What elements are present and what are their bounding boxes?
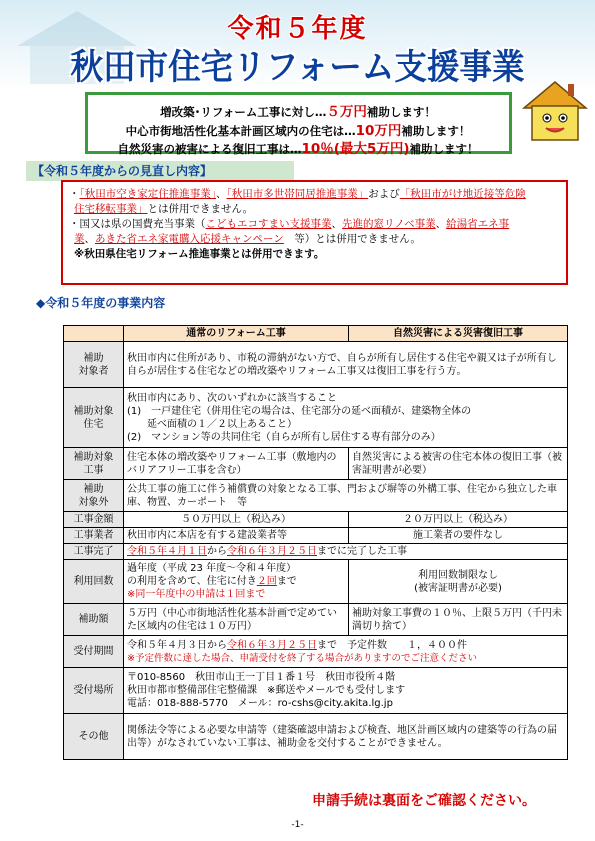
row-label-period: 受付期間 bbox=[64, 636, 124, 668]
table-row bbox=[64, 668, 568, 714]
contractor-disaster: 施工業者の要件なし bbox=[349, 528, 568, 544]
table-row bbox=[64, 512, 568, 528]
table-row bbox=[64, 342, 568, 388]
office-line-1: 〒010-8560 秋田市山王一丁目１番１号 秋田市役所４階 bbox=[127, 672, 396, 683]
link-kodomo-eco[interactable]: こどもエコすまい支援事業 bbox=[205, 218, 332, 230]
table-row bbox=[64, 714, 568, 760]
table-row bbox=[64, 636, 568, 668]
amount-disaster: ２０万円以上（税込み） bbox=[349, 512, 568, 528]
details-heading: ◆令和５年度の事業内容 bbox=[36, 296, 166, 310]
row-label-completion: 工事完了 bbox=[64, 544, 124, 560]
contractor-normal: 秋田市内に本店を有する建設業者等 bbox=[124, 528, 349, 544]
table-row bbox=[64, 544, 568, 560]
page-title: 秋田市住宅リフォーム支援事業 bbox=[70, 48, 525, 88]
changes-box bbox=[61, 180, 568, 285]
link-cliff-relocation-program[interactable]: 「秋田市がけ地近接等危険 bbox=[399, 188, 526, 200]
row-label-excluded: 補助 対象外 bbox=[64, 480, 124, 512]
row-label-housing: 補助対象 住宅 bbox=[64, 388, 124, 448]
row-label-usage: 利用回数 bbox=[64, 560, 124, 604]
changes-bullet-1: ・「秋田市空き家定住推進事業」、「秋田市多世帯同居推進事業」および「秋田市がけ地近接等危険 bbox=[69, 188, 526, 200]
table-corner bbox=[64, 326, 124, 342]
office-text bbox=[124, 668, 568, 714]
table-row bbox=[64, 448, 568, 480]
table-row bbox=[64, 388, 568, 448]
col-disaster-header: 自然災害による災害復旧工事 bbox=[349, 326, 568, 342]
link-water-heater[interactable]: 給湯省エネ事 bbox=[446, 218, 510, 230]
table-row bbox=[64, 560, 568, 604]
row-label-work: 補助対象 工事 bbox=[64, 448, 124, 480]
link-water-heater-2[interactable]: 業 bbox=[74, 233, 85, 245]
table-row bbox=[64, 480, 568, 512]
period-line-1: 令和５年４月３日から令和６年３月２５日まで 予定件数 １，４００件 bbox=[127, 639, 467, 651]
usage-normal-line-1: 過年度（平成 23 年度〜令和４年度） bbox=[127, 563, 297, 574]
work-normal: 住宅本体の増改築やリフォーム工事（敷地内のバリアフリー工事を含む） bbox=[124, 448, 349, 480]
table-header-row bbox=[64, 326, 568, 342]
summary-box bbox=[85, 92, 512, 157]
col-normal-header: 通常のリフォーム工事 bbox=[124, 326, 349, 342]
housing-line-2: (1) 一戸建住宅（併用住宅の場合は、住宅部分の延べ面積が、建築物全体の bbox=[127, 405, 472, 417]
office-line-2: 秋田市都市整備部住宅整備課 ※郵送やメールでも受付します bbox=[127, 685, 406, 696]
summary-line-2: 中心市街地活性化基本計画区域内の住宅は…10万円補助します！ bbox=[125, 123, 471, 139]
row-label-office: 受付場所 bbox=[64, 668, 124, 714]
subsidy-disaster: 補助対象工事費の１０％、上限５万円（千円未満切り捨て） bbox=[349, 604, 568, 636]
other-text: 関係法令等による必要な申請等（建築確認申請および検査、地区計画区域内の建築等の行為の届出等）がなされていない工事は、補助金を交付することができません。 bbox=[124, 714, 568, 760]
excluded-text: 公共工事の施工に伴う補償費の対象となる工事、門および塀等の外構工事、住宅から独立した車庫、物置、カーポート 等 bbox=[124, 480, 568, 512]
house-mascot-icon bbox=[520, 78, 590, 146]
target-text: 秋田市内に住所があり、市税の滞納がない方で、自らが所有し居住する住宅や親又は子が所有し自らが居住する住宅などの増改築やリフォーム工事又は復旧工事を行う方。 bbox=[124, 342, 568, 388]
work-disaster: 自然災害による被害の住宅本体の復旧工事（被害証明書が必要） bbox=[349, 448, 568, 480]
link-cliff-relocation-program-2[interactable]: 住宅移転事業」 bbox=[74, 203, 148, 215]
usage-normal-line-2: の利用を含めて、住宅に付き２回まで bbox=[127, 576, 297, 587]
row-label-subsidy: 補助額 bbox=[64, 604, 124, 636]
changes-note: ※秋田県住宅リフォーム推進事業とは併用できます。 bbox=[74, 248, 325, 260]
period-note: ※予定件数に達した場合、申請受付を終了する場合がありますのでご注意ください bbox=[127, 652, 477, 664]
changes-bullet-2: ・国又は県の国費充当事業（こどもエコすまい支援事業、先進的窓リノベ事業、給湯省エネ事 bbox=[69, 218, 510, 230]
details-table bbox=[63, 325, 568, 760]
housing-line-3: 延べ面積の１／２以上あること） bbox=[127, 418, 297, 430]
link-multi-generation-program[interactable]: 「秋田市多世帯同居推進事業」 bbox=[226, 188, 369, 200]
usage-disaster bbox=[349, 560, 568, 604]
row-label-contractor: 工事業者 bbox=[64, 528, 124, 544]
housing-line-4: (2) マンション等の共同住宅（自らが所有し居住する専有部分のみ） bbox=[127, 431, 441, 443]
usage-normal bbox=[124, 560, 349, 604]
amount-normal: ５０万円以上（税込み） bbox=[124, 512, 349, 528]
subsidy-normal: ５万円（中心市街地活性化基本計画で定めていた区域内の住宅は１０万円） bbox=[124, 604, 349, 636]
table-row bbox=[64, 604, 568, 636]
period-text bbox=[124, 636, 568, 668]
link-window-renovation[interactable]: 先進的窓リノベ事業 bbox=[342, 218, 436, 230]
link-vacant-house-program[interactable]: 「秋田市空き家定住推進事業」 bbox=[79, 188, 216, 200]
office-line-3: 電話：018-888-5770 メール：ro-cshs@city.akita.lg.jp bbox=[127, 698, 393, 709]
link-appliance-campaign[interactable]: あきた省エネ家電購入応援キャンペーン bbox=[95, 233, 284, 245]
usage-disaster-line-2: (被害証明書が必要) bbox=[414, 582, 502, 594]
row-label-other: その他 bbox=[64, 714, 124, 760]
row-label-target: 補助 対象者 bbox=[64, 342, 124, 388]
application-note: 申請手続は裏面をご確認ください。 bbox=[312, 793, 536, 809]
table-row bbox=[64, 528, 568, 544]
usage-normal-line-3: ※同一年度中の申請は１回まで bbox=[127, 589, 266, 600]
page-number: -1- bbox=[291, 820, 304, 830]
changes-bullet-1-cont: 住宅移転事業」とは併用できません。 bbox=[74, 203, 254, 215]
year-title: 令和５年度 bbox=[227, 14, 368, 44]
housing-line-1: 秋田市内にあり、次のいずれかに該当すること bbox=[127, 392, 337, 404]
changes-bullet-2-cont: 業、あきた省エネ家電購入応援キャンペーン 等）とは併用できません。 bbox=[74, 233, 421, 245]
summary-line-3: 自然災害の被害による復旧工事は…10％(最大5万円)補助します！ bbox=[117, 141, 479, 157]
summary-line-1: 増改築･リフォーム工事に対し…５万円補助します！ bbox=[160, 104, 436, 120]
changes-heading: 【令和５年度からの見直し内容】 bbox=[26, 161, 294, 181]
completion-text: 令和５年４月１日から令和６年３月２５日までに完了した工事 bbox=[124, 544, 568, 560]
usage-disaster-line-1: 利用回数制限なし bbox=[418, 569, 498, 581]
row-label-amount: 工事金額 bbox=[64, 512, 124, 528]
housing-text bbox=[124, 388, 568, 448]
